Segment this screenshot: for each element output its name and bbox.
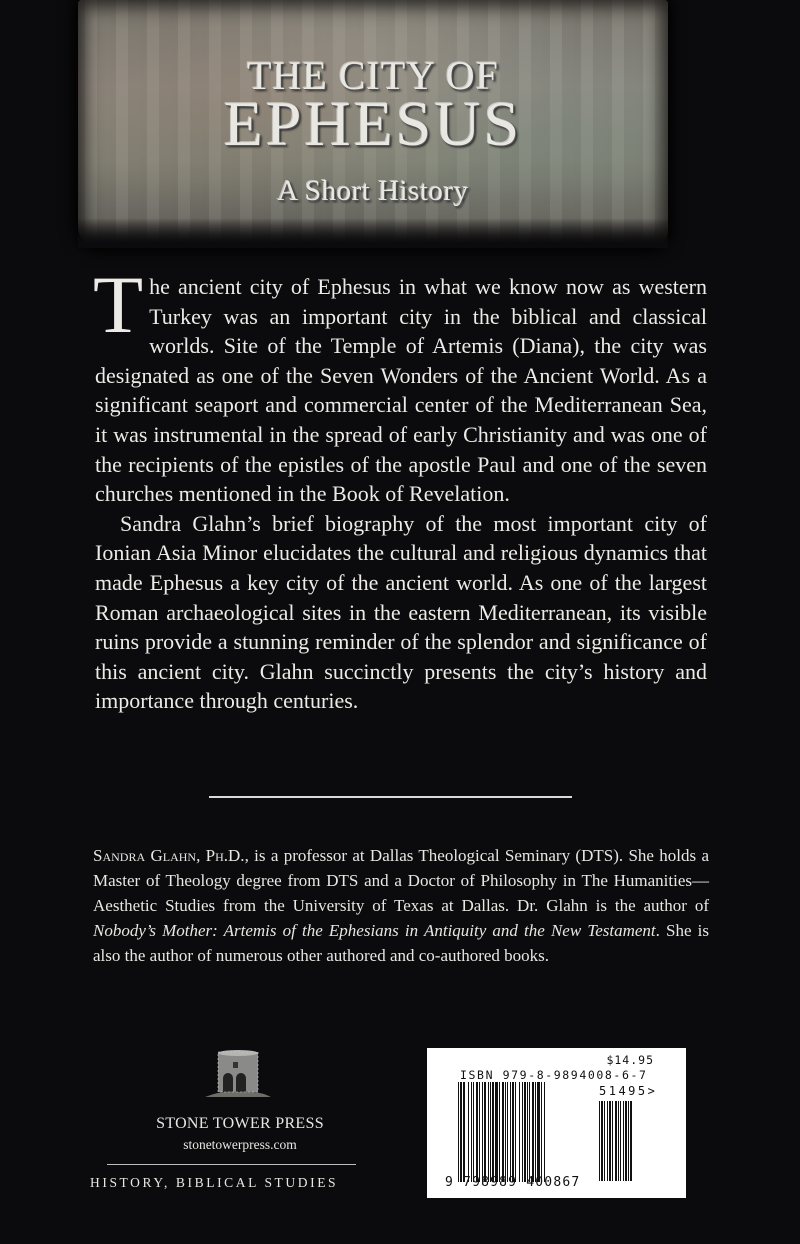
stone-tablet-title-panel — [78, 0, 668, 248]
barcode-bar — [471, 1082, 472, 1182]
barcode-bar — [604, 1101, 605, 1181]
description-paragraph-1-text: he ancient city of Ephesus in what we know now as western Turkey was an important city in the biblical and classical worlds. Site of the Temple of Artemis (Diana), the city was designated as one of the Seven Wonders of the Ancient World. As a significant seaport and commercial center of the Mediterranean Sea, it was instrumental in the spread of early Christianity and was one of the recipients of the epistles of the apostle Paul and one of the seven churches mentioned in the Book of Revelation. — [95, 274, 707, 507]
barcode-bar — [458, 1082, 459, 1182]
barcode-bar — [463, 1082, 465, 1182]
barcode-bar — [618, 1101, 619, 1181]
stone-tower-icon — [203, 1050, 273, 1100]
bio-text-2: . She is also the author of numerous other authored and co-authored books. — [93, 921, 709, 965]
book-category: HISTORY, BIBLICAL STUDIES — [90, 1175, 339, 1190]
barcode-bar — [515, 1082, 516, 1182]
price: $14.95 — [606, 1053, 654, 1067]
barcode-bar — [499, 1082, 500, 1182]
barcode-bar — [599, 1101, 600, 1181]
barcode-bar — [612, 1101, 613, 1181]
barcode-bar — [502, 1082, 504, 1182]
section-divider — [209, 796, 572, 798]
author-bio — [93, 843, 709, 968]
isbn-number: ISBN 979-8-9894008-6-7 — [460, 1068, 648, 1082]
barcode-bar — [535, 1082, 536, 1182]
ean-barcode-bars — [458, 1082, 583, 1182]
price-addon-code: 51495> — [599, 1084, 658, 1098]
barcode-bar — [522, 1082, 523, 1182]
barcode-bar — [537, 1082, 540, 1182]
book-title-line1: THE CITY OF — [247, 53, 499, 98]
bio-book-title: Nobody’s Mother: Artemis of the Ephesians in Antiquity and the New Testament — [93, 921, 656, 940]
barcode-bar — [609, 1101, 611, 1181]
barcode-bar — [460, 1082, 462, 1182]
barcode-bar — [628, 1101, 629, 1181]
barcode-bar — [625, 1101, 627, 1181]
barcode-bar — [544, 1082, 545, 1182]
barcode-bar — [630, 1101, 632, 1181]
barcode-bar — [541, 1082, 542, 1182]
barcode-bar — [495, 1082, 498, 1182]
drop-cap: T — [93, 259, 144, 350]
barcode-bar — [524, 1082, 526, 1182]
barcode-bar — [490, 1082, 491, 1182]
barcode-bar — [492, 1082, 494, 1182]
bio-text-1: , is a professor at Dallas Theological Seminary (DTS). She holds a Master of Theology degree from DTS and a Doctor of Philosophy in The Humanities—Aesthetic Studies from the University of Texas at Dallas. Dr. Glahn is the author of — [93, 846, 710, 915]
barcode-bar — [512, 1082, 514, 1182]
barcode-bar — [482, 1082, 483, 1182]
book-subtitle: A Short History — [277, 175, 469, 207]
publisher-url[interactable]: stonetowerpress.com — [183, 1137, 297, 1152]
barcode-bar — [532, 1082, 534, 1182]
addon-barcode-bars — [599, 1101, 661, 1181]
barcode-bar — [529, 1082, 530, 1182]
author-name: Sandra Glahn, Ph.D. — [93, 846, 245, 865]
barcode-bar — [473, 1082, 474, 1182]
publisher-rule — [107, 1164, 356, 1165]
description-paragraph-2: Sandra Glahn’s brief biography of the most important city of Ionian Asia Minor elucidates the cultural and religious dynamics that made Ephesus a key city of the ancient world. As one of the largest Roman archaeological sites in the eastern Mediterranean, its visible ruins provide a stunning reminder of the splendor and significance of this ancient city. Glahn succinctly presents the city’s history and importance through centuries. — [95, 510, 707, 714]
book-title-line2: EPHESUS — [223, 88, 523, 159]
publisher-name: STONE TOWER PRESS — [156, 1115, 324, 1132]
barcode-bar — [468, 1082, 469, 1182]
barcode-bar — [507, 1082, 508, 1182]
barcode-bar — [476, 1082, 478, 1182]
barcode-bar — [623, 1101, 624, 1181]
barcode-bar — [527, 1082, 528, 1182]
barcode-bar — [484, 1082, 486, 1182]
barcode-bar — [607, 1101, 608, 1181]
barcode-bar — [620, 1101, 621, 1181]
barcode-bar — [519, 1082, 520, 1182]
description-paragraph-1 — [93, 259, 707, 509]
barcode-bar — [615, 1101, 617, 1181]
barcode-bar — [488, 1082, 489, 1182]
ean-digits: 9 798989 400867 — [445, 1175, 581, 1190]
isbn-barcode — [427, 1048, 686, 1198]
barcode-bar — [510, 1082, 511, 1182]
barcode-bar — [505, 1082, 506, 1182]
barcode-bar — [479, 1082, 480, 1182]
barcode-bar — [601, 1101, 603, 1181]
book-description — [93, 259, 707, 716]
